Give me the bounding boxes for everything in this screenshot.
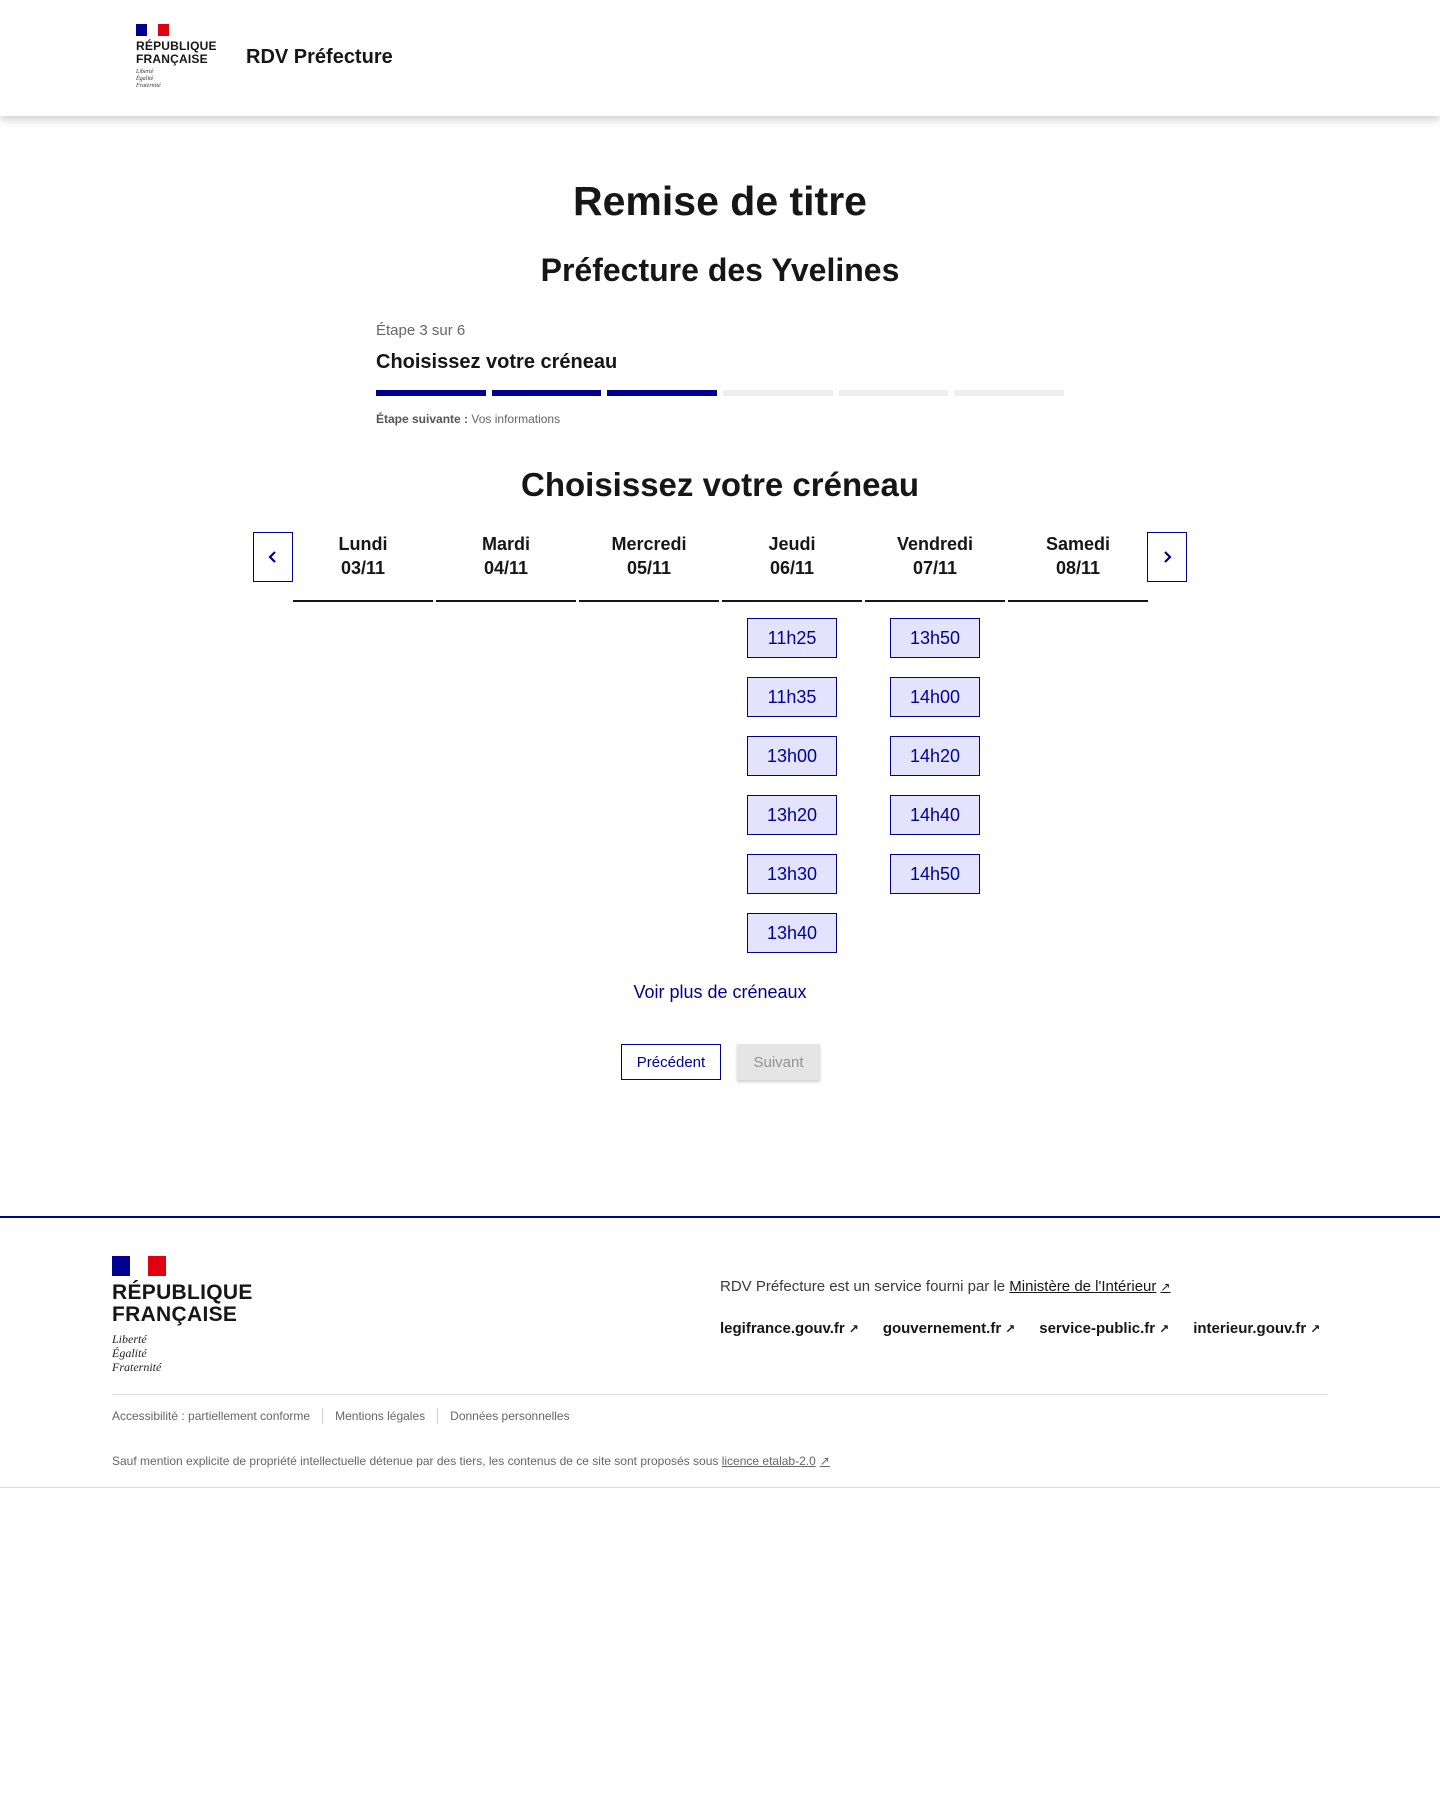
site-header xyxy=(0,0,1440,116)
footer-end-line xyxy=(0,1487,1440,1488)
day-date: 03/11 xyxy=(340,558,386,578)
footer-links xyxy=(720,1320,1320,1337)
day-name: Mercredi xyxy=(611,534,687,554)
chevron-right-icon xyxy=(1161,550,1173,564)
footer-description: RDV Préfecture est un service fourni par le Ministère de l'Intérieur ↗ xyxy=(720,1278,1171,1295)
time-slot-button[interactable]: 11h35 xyxy=(747,677,837,717)
footer-logo-motto: Liberté Égalité Fraternité xyxy=(112,1332,162,1374)
previous-week-button[interactable] xyxy=(253,532,293,582)
time-slot-button[interactable]: 14h00 xyxy=(890,677,980,717)
day-column-mardi xyxy=(436,532,576,602)
service-name[interactable]: RDV Préfecture xyxy=(246,46,393,68)
step-state: Étape 3 sur 6 xyxy=(376,322,466,339)
external-link-icon: ↗ xyxy=(1005,1322,1016,1336)
flag-icon xyxy=(136,24,218,36)
time-slot-button[interactable]: 13h00 xyxy=(747,736,837,776)
stepper xyxy=(376,322,1064,426)
time-slot-button[interactable]: 11h25 xyxy=(747,618,837,658)
next-button[interactable]: Suivant xyxy=(737,1044,820,1080)
step-bar xyxy=(376,390,486,396)
calendar-title: Choisissez votre créneau xyxy=(521,466,919,503)
footer-republique-francaise-logo[interactable] xyxy=(112,1256,252,1374)
footer-link-service-public[interactable]: service-public.fr ↗ xyxy=(1039,1320,1170,1337)
external-link-icon: ↗ xyxy=(1310,1322,1321,1336)
time-slot-button[interactable]: 13h50 xyxy=(890,618,980,658)
external-link-icon: ↗ xyxy=(1160,1280,1171,1294)
external-link-icon: ↗ xyxy=(848,1322,859,1336)
personal-data-link[interactable]: Données personnelles xyxy=(437,1408,581,1424)
more-slots-link[interactable]: Voir plus de créneaux xyxy=(633,982,807,1002)
step-next: Étape suivante : Vos informations xyxy=(376,412,561,426)
day-column-lundi xyxy=(293,532,433,602)
day-name: Jeudi xyxy=(768,534,816,554)
logo-text: RÉPUBLIQUE FRANÇAISE xyxy=(136,39,217,66)
legal-notice-link[interactable]: Mentions légales xyxy=(322,1408,437,1424)
time-slot-button[interactable]: 14h40 xyxy=(890,795,980,835)
day-name: Mardi xyxy=(481,534,530,554)
day-date: 04/11 xyxy=(483,558,529,578)
day-name: Vendredi xyxy=(896,534,974,554)
external-link-icon: ↗ xyxy=(819,1454,830,1468)
footer-top-border xyxy=(0,1216,1440,1218)
republique-francaise-logo[interactable] xyxy=(136,24,218,90)
license-text: Sauf mention explicite de propriété intellectuelle détenue par des tiers, les contenus de ce site sont proposés sous licence etalab-2.0 ↗ xyxy=(112,1454,830,1468)
step-bar xyxy=(954,390,1064,396)
step-title: Choisissez votre créneau xyxy=(376,351,618,373)
license-link[interactable]: licence etalab-2.0 ↗ xyxy=(721,1454,830,1468)
step-progress xyxy=(376,390,1064,396)
flag-icon xyxy=(112,1256,252,1276)
day-name: Lundi xyxy=(338,534,388,554)
time-slot-button[interactable]: 13h30 xyxy=(747,854,837,894)
footer-link-legifrance[interactable]: legifrance.gouv.fr ↗ xyxy=(720,1320,859,1337)
page-title: Remise de titre xyxy=(573,178,867,224)
ministere-link[interactable]: Ministère de l'Intérieur ↗ xyxy=(1009,1278,1171,1295)
accessibility-link[interactable]: Accessibilité : partiellement conforme xyxy=(112,1409,311,1423)
logo-motto: Liberté Égalité Fraternité xyxy=(136,69,161,89)
footer-logo-text: RÉPUBLIQUE FRANÇAISE xyxy=(112,1281,253,1326)
day-column-samedi xyxy=(1008,532,1148,602)
external-link-icon: ↗ xyxy=(1159,1322,1170,1336)
footer-link-interieur[interactable]: interieur.gouv.fr ↗ xyxy=(1193,1320,1321,1337)
page-subtitle: Préfecture des Yvelines xyxy=(540,252,900,288)
day-date: 07/11 xyxy=(912,558,958,578)
next-week-button[interactable] xyxy=(1147,532,1187,582)
day-column-jeudi xyxy=(722,532,862,602)
previous-button[interactable]: Précédent xyxy=(621,1044,721,1080)
day-column-vendredi xyxy=(865,532,1005,602)
time-slot-button[interactable]: 14h20 xyxy=(890,736,980,776)
chevron-left-icon xyxy=(267,550,279,564)
day-column-mercredi xyxy=(579,532,719,602)
time-slot-button[interactable]: 14h50 xyxy=(890,854,980,894)
day-date: 06/11 xyxy=(769,558,815,578)
footer-divider xyxy=(112,1394,1328,1395)
step-bar xyxy=(607,390,717,396)
footer-bottom-links xyxy=(112,1408,582,1424)
step-bar xyxy=(492,390,602,396)
day-date: 08/11 xyxy=(1055,558,1101,578)
time-slot-button[interactable]: 13h20 xyxy=(747,795,837,835)
footer-link-gouvernement[interactable]: gouvernement.fr ↗ xyxy=(882,1320,1016,1337)
step-bar xyxy=(723,390,833,396)
day-date: 05/11 xyxy=(626,558,672,578)
step-bar xyxy=(839,390,949,396)
day-name: Samedi xyxy=(1045,534,1111,554)
time-slot-button[interactable]: 13h40 xyxy=(747,913,837,953)
